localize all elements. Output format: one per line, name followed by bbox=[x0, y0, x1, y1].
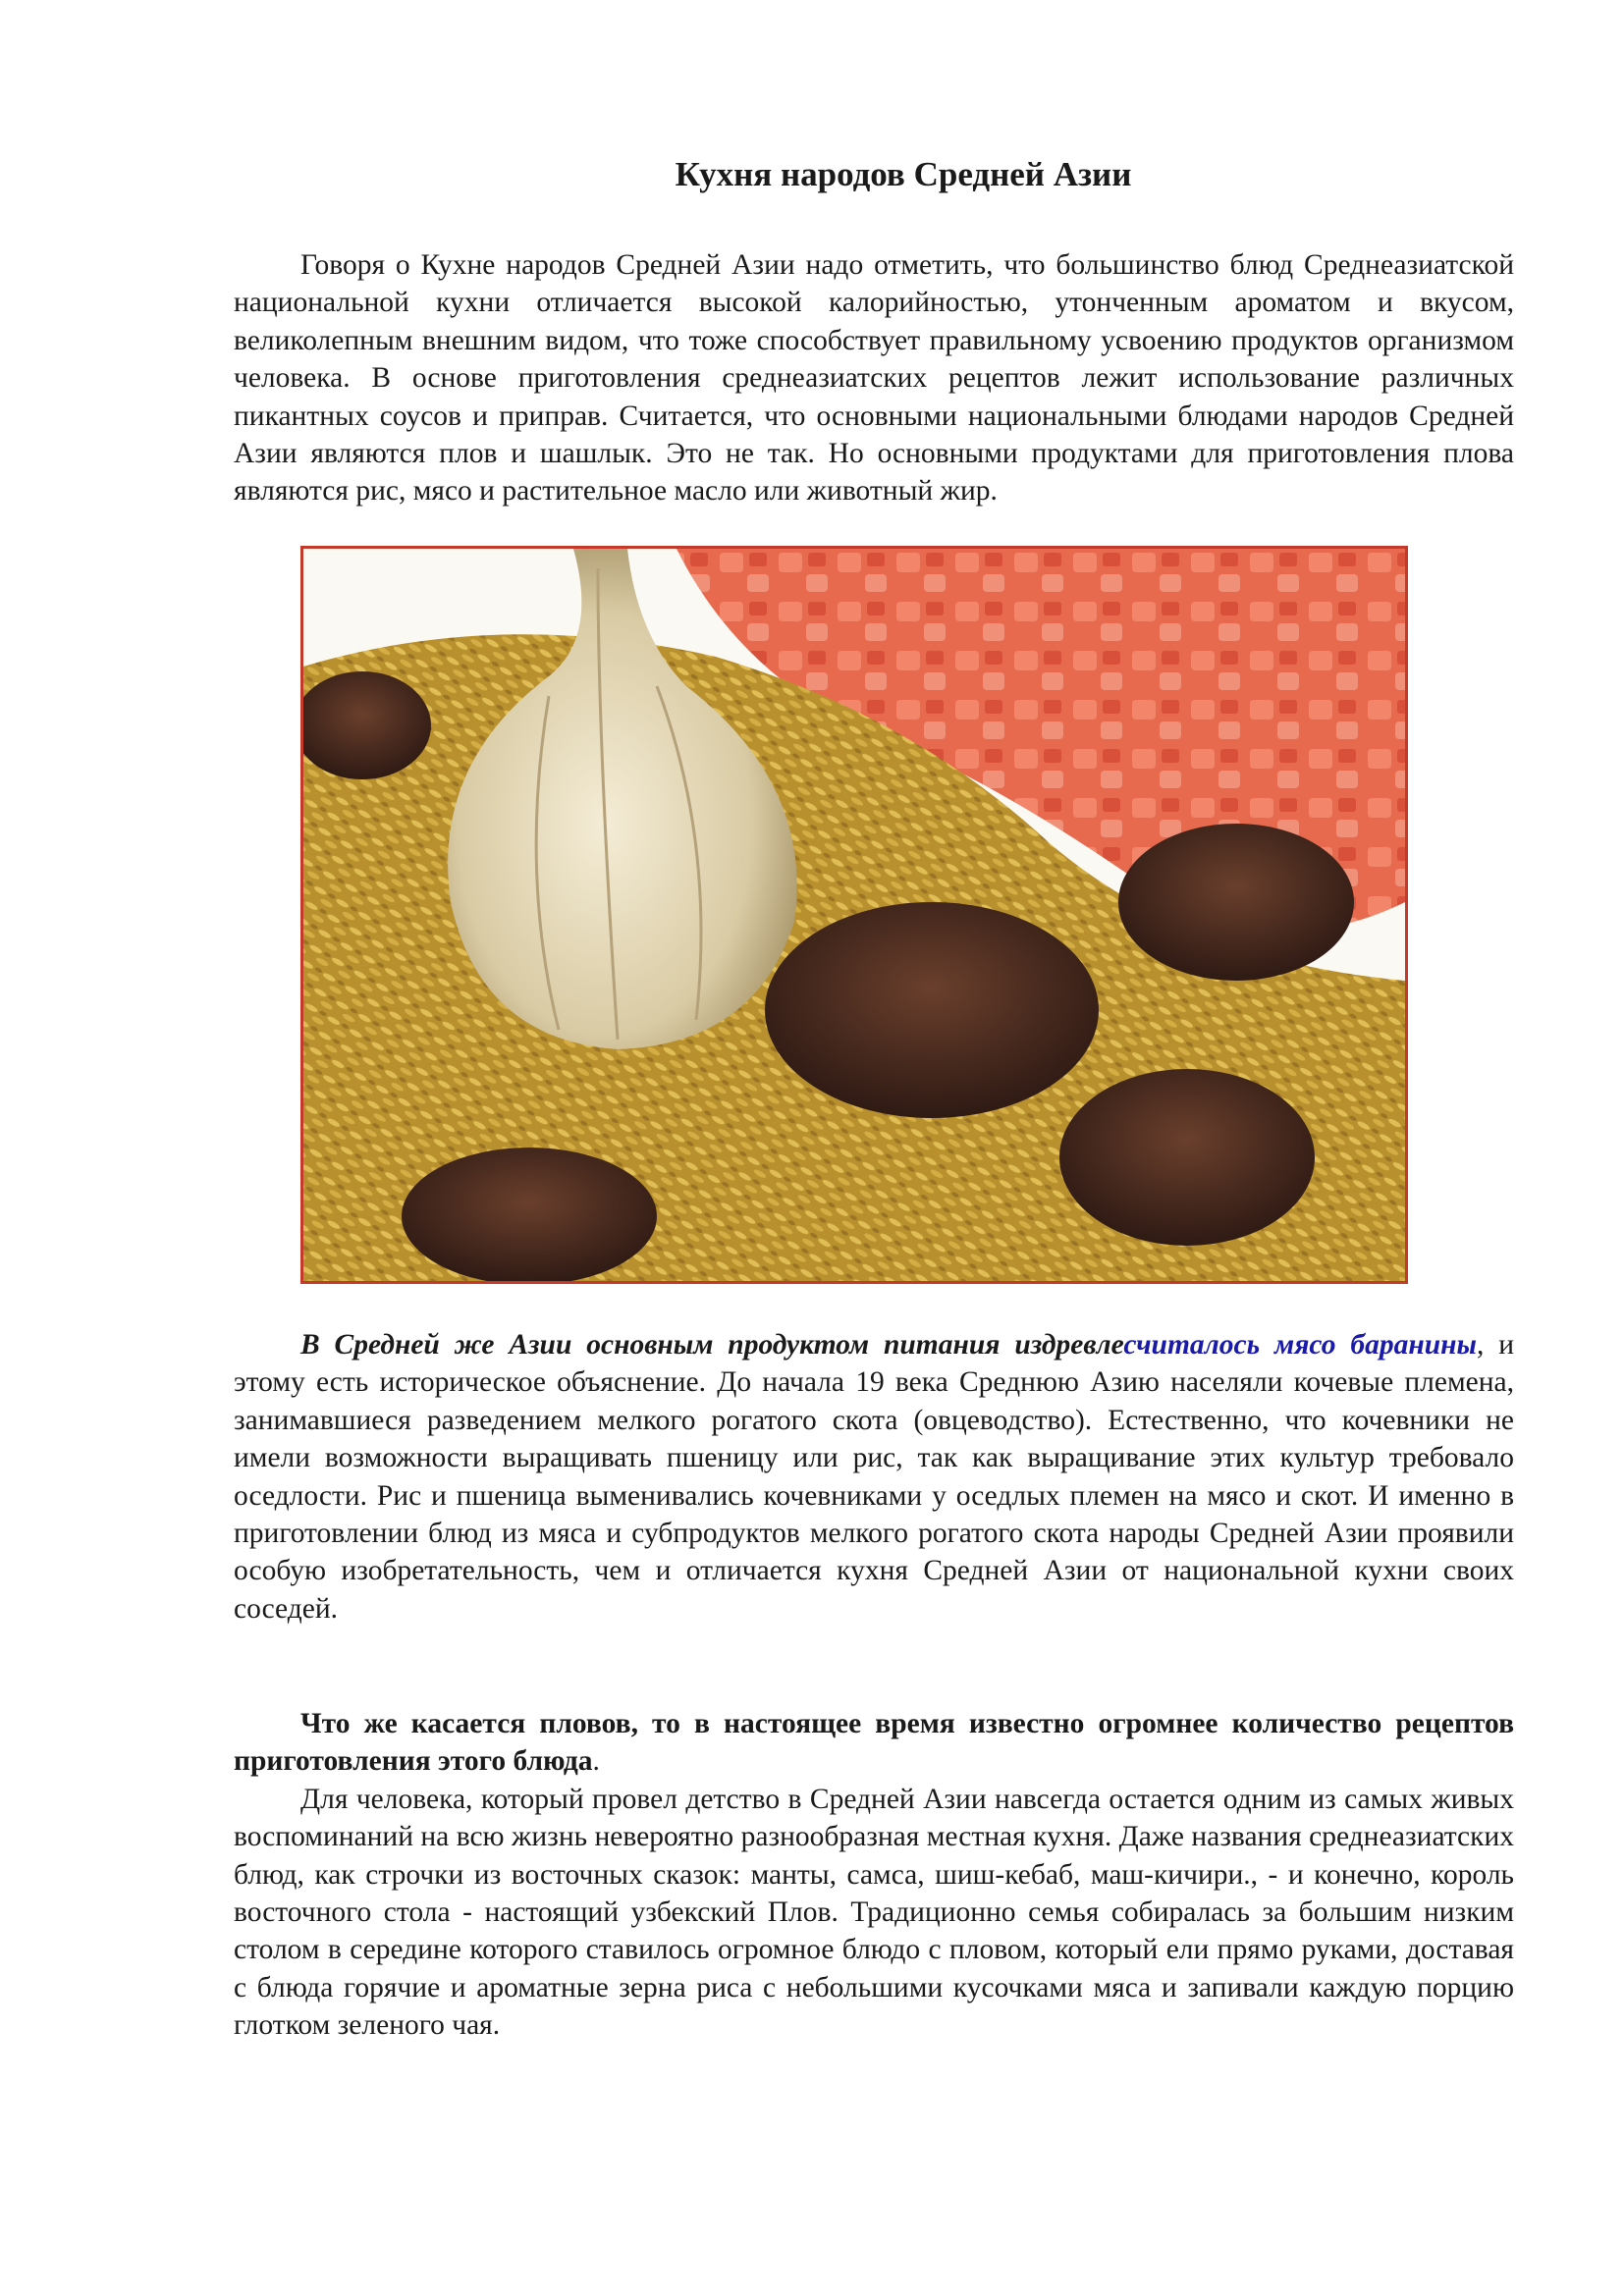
page-title: Кухня народов Средней Азии bbox=[675, 155, 1132, 193]
pilaf-section bbox=[234, 1705, 1514, 2045]
pilaf-paragraph: Для человека, который провел детство в Средней Азии навсегда остается одним из самых живых воспоминаний на всю жизнь невероятно разнообразная местная кухня. Даже названия среднеазиатских блюд, как строчки из восточных сказок: манты, самса, шиш-кебаб, маш-кичири., - и конечно, король восточного стола - настоящий узбекский Плов. Традиционно семья собиралась за большим низким столом в середине которого ставилось огромное блюдо с пловом, который ели прямо руками, доставая с блюда горячие и ароматные зерна риса с небольшими кусочками мяса и запивали каждую порцию глотком зеленого чая. bbox=[234, 1783, 1514, 2042]
mutton-link[interactable]: считалось мясо баранины bbox=[1123, 1329, 1477, 1361]
intro-paragraph: Говоря о Кухне народов Средней Азии надо отметить, что большинство блюд Среднеазиатской национальной кухни отличается высокой калорийностью, утонченным ароматом и вкусом, великолепным внешним видом, что тоже способствует правильному усвоению продуктов организмом человека. В основе приготовления среднеазиатских рецептов лежит использование различных пикантных соусов и приправ. Считается, что основными национальными блюдами народов Средней Азии являются плов и шашлык. Это не так. Но основными продуктами для приготовления плова являются рис, мясо и растительное масло или животный жир. bbox=[234, 249, 1514, 507]
pilaf-photo bbox=[300, 546, 1408, 1284]
pilaf-lead-paragraph bbox=[234, 1705, 1514, 1781]
pilaf-lead: Что же касается пловов, то в настоящее время известно огромнее количество рецептов приготовления этого блюда bbox=[234, 1708, 1514, 1778]
history-text: , и этому есть историческое объяснение. До начала 19 века Среднюю Азию населяли кочевые племена, занимавшиеся разведением мелкого рогатого скота (овцеводство). Естественно, что кочевники не имели возможности выращивать пшеницу или рис, так как выращивание этих культур требовало оседлости. Рис и пшеница выменивались кочевниками у оседлых племен на мясо и скот. И именно в приготовлении блюд из мяса и субпродуктов мелкого рогатого скота народы Средней Азии проявили особую изобретательность, чем и отличается кухня Средней Азии от национальной кухни своих соседей. bbox=[234, 1329, 1514, 1625]
intro-section bbox=[234, 246, 1514, 510]
history-paragraph bbox=[234, 1326, 1514, 1628]
history-lead: В Средней же Азии основным продуктом питания издревле bbox=[300, 1329, 1124, 1361]
history-section bbox=[234, 1326, 1514, 1628]
pilaf-lead-end: . bbox=[592, 1745, 600, 1778]
